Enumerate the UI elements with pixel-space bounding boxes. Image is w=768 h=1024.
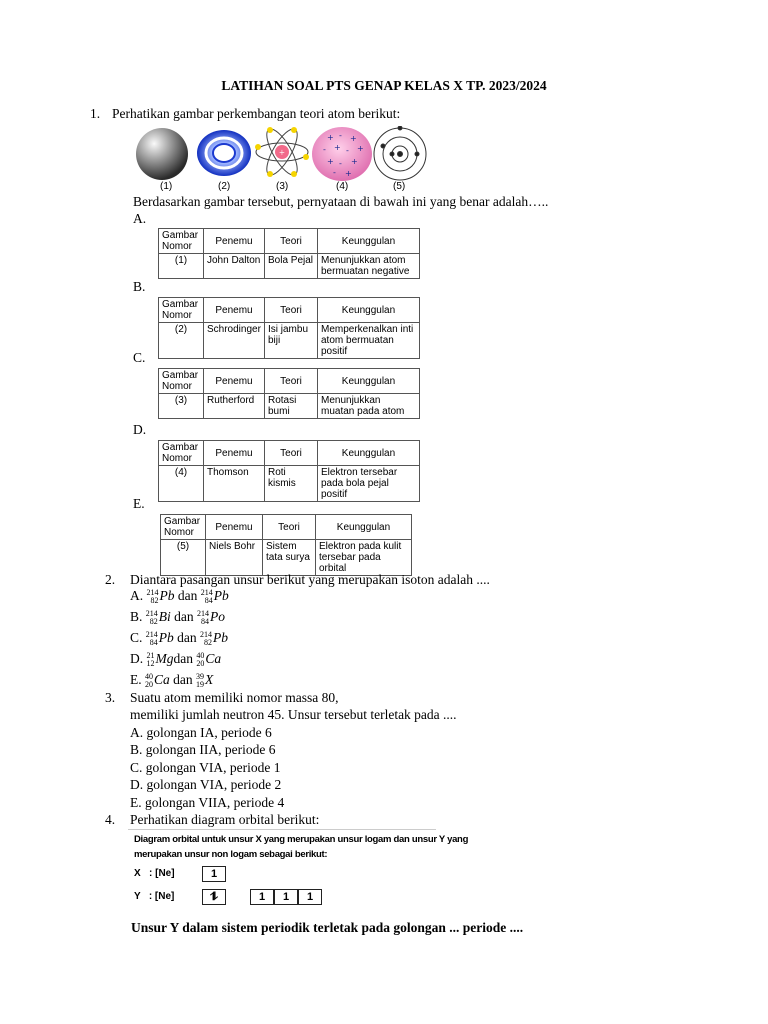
q2-option-b: B. 214 82 Bi dan 214 84 Po bbox=[130, 608, 226, 626]
image-label-2: (2) bbox=[218, 181, 231, 192]
q1-option-c-table: Gambar Nomor Penemu Teori Keunggulan (3) Rutherford Rotasi bumi Menunjukkan muatan pada atom bbox=[158, 368, 420, 419]
q2-option-c: C. 214 84 Pb dan 214 82 Pb bbox=[130, 629, 229, 647]
q1-option-b-letter: B. bbox=[133, 279, 146, 294]
svg-text:+: + bbox=[351, 157, 358, 166]
q1-text: Perhatikan gambar perkembangan teori atom berikut: bbox=[112, 106, 401, 121]
q2-number: 2. bbox=[105, 572, 116, 587]
image-label-5: (5) bbox=[393, 181, 406, 192]
svg-text:+: + bbox=[334, 143, 341, 152]
q4-number: 4. bbox=[105, 812, 116, 827]
q3-option-a: A. golongan IA, periode 6 bbox=[130, 725, 272, 740]
svg-text:-: - bbox=[339, 159, 342, 168]
svg-text:+: + bbox=[327, 157, 334, 166]
svg-text:+: + bbox=[350, 134, 357, 143]
q4-text: Perhatikan diagram orbital berikut: bbox=[130, 812, 320, 827]
header-teori: Teori bbox=[265, 229, 318, 254]
q1-option-d-table: Gambar Nomor Penemu Teori Keunggulan (4) Thomson Roti kismis Elektron tersebar pada bola pejal positif bbox=[158, 440, 420, 502]
q4-question: Unsur Y dalam sistem periodik terletak pada golongan ... periode .... bbox=[131, 920, 524, 935]
atom-model-2-image bbox=[197, 130, 251, 176]
q3-option-b: B. golongan IIA, periode 6 bbox=[130, 742, 276, 757]
q3-line2: memiliki jumlah neutron 45. Unsur tersebut terletak pada .... bbox=[130, 707, 457, 722]
atom-model-4-image bbox=[312, 127, 372, 181]
atom-model-3-image bbox=[255, 126, 309, 179]
q1-option-a-letter: A. bbox=[133, 211, 147, 226]
q1-option-a-table: Gambar Nomor Penemu Teori Keunggulan (1) John Dalton Bola Pejal Menunjukkan atom bermuatan negative bbox=[158, 228, 420, 279]
atom-model-1-image bbox=[136, 128, 188, 180]
svg-text:-: - bbox=[346, 146, 349, 155]
svg-text:-: - bbox=[339, 131, 342, 140]
header-penemu: Penemu bbox=[204, 229, 265, 254]
q3-option-c: C. golongan VIA, periode 1 bbox=[130, 760, 281, 775]
header-keunggulan: Keunggulan bbox=[318, 229, 420, 254]
svg-text:+: + bbox=[279, 148, 285, 159]
q2-option-d: D. 21 12 Mgdan 40 20 Ca bbox=[130, 650, 222, 668]
q1-option-d-letter: D. bbox=[133, 422, 147, 437]
image-label-3: (3) bbox=[276, 181, 289, 192]
q1-number: 1. bbox=[90, 106, 101, 121]
q3-option-d: D. golongan VIA, periode 2 bbox=[130, 777, 282, 792]
y-label: Y : [Ne] bbox=[134, 891, 175, 902]
q1-question: Berdasarkan gambar tersebut, pernyataan di bawah ini yang benar adalah….. bbox=[133, 194, 549, 209]
atom-model-5-image bbox=[374, 126, 426, 180]
x-s-orbital-box: 1 bbox=[202, 866, 226, 882]
y-p-orbital-box-2: 1 bbox=[274, 889, 298, 905]
image-label-4: (4) bbox=[336, 181, 349, 192]
svg-text:+: + bbox=[345, 169, 352, 178]
diagram-line1: Diagram orbital untuk unsur X yang merupakan unsur logam dan unsur Y yang bbox=[134, 834, 469, 845]
q1-option-e-letter: E. bbox=[133, 496, 145, 511]
q1-option-c-letter: C. bbox=[133, 350, 146, 365]
q3-number: 3. bbox=[105, 690, 116, 705]
q2-option-e: E. 40 20 Ca dan 39 19 X bbox=[130, 671, 214, 689]
svg-text:-: - bbox=[333, 168, 336, 177]
y-p-orbital-box-3: 1 bbox=[298, 889, 322, 905]
y-p-orbital-box-1: 1 bbox=[250, 889, 274, 905]
image-label-1: (1) bbox=[160, 181, 173, 192]
x-label: X : [Ne] bbox=[134, 868, 175, 879]
svg-text:+: + bbox=[357, 144, 364, 153]
q1-option-b-table: Gambar Nomor Penemu Teori Keunggulan (2) Schrodinger Isi jambu biji Memperkenalkan inti atom bermuatan positif bbox=[158, 297, 420, 359]
orbital-diagram bbox=[128, 829, 469, 910]
q2-option-a: A. 214 82 Pb dan 214 84 Pb bbox=[130, 587, 229, 605]
q1-option-e-table: Gambar Nomor Penemu Teori Keunggulan (5) Niels Bohr Sistem tata surya Elektron pada kulit tersebar pada orbital bbox=[160, 514, 412, 576]
header-gambar: Gambar Nomor bbox=[159, 229, 204, 254]
page-title: LATIHAN SOAL PTS GENAP KELAS X TP. 2023/2024 bbox=[221, 78, 547, 93]
diagram-line2: merupakan unsur non logam sebagai berikut: bbox=[134, 849, 328, 860]
q3-option-e: E. golongan VIIA, periode 4 bbox=[130, 795, 285, 810]
svg-text:-: - bbox=[323, 145, 326, 154]
svg-text:+: + bbox=[327, 133, 334, 142]
q3-line1: Suatu atom memiliki nomor massa 80, bbox=[130, 690, 339, 705]
y-s-orbital-box: ⥮ bbox=[202, 889, 226, 905]
q2-text: Diantara pasangan unsur berikut yang merupakan isoton adalah .... bbox=[130, 572, 490, 587]
